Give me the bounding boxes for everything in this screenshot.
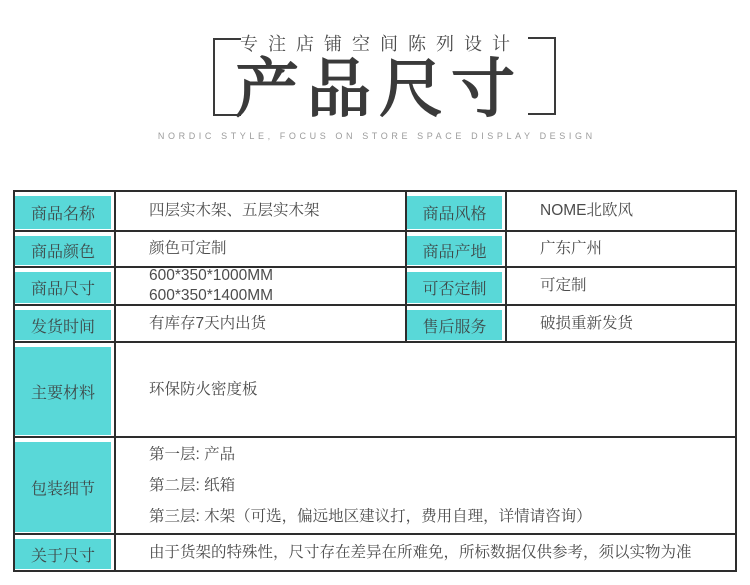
label-cell-product-origin xyxy=(405,232,505,266)
label-badge: 包装细节 xyxy=(15,442,111,532)
page-title: 产品尺寸 xyxy=(235,53,523,125)
label-cell-product-color xyxy=(15,232,114,266)
table-row-size-custom xyxy=(15,266,735,304)
value-text: 颜色可定制 xyxy=(149,240,227,257)
header-subtitle: NORDIC STYLE, FOCUS ON STORE SPACE DISPLAY DESIGN xyxy=(157,131,596,142)
value-text: 第三层: 木架（可选，偏远地区建议打，费用自理，详情请咨询） xyxy=(149,508,592,525)
label-badge: 商品名称 xyxy=(15,196,111,229)
value-cell-about-size xyxy=(114,535,735,570)
value-text: 有库存7天内出货 xyxy=(149,314,267,332)
label-cell-shipping-time xyxy=(15,306,114,341)
value-cell-product-origin xyxy=(505,232,735,266)
label-badge: 商品尺寸 xyxy=(15,272,111,303)
table-row-size-note xyxy=(15,533,735,570)
value-cell-product-style xyxy=(505,192,735,230)
label-badge: 商品颜色 xyxy=(15,236,111,265)
value-text: 600*350*1000MM xyxy=(149,267,274,284)
value-cell-after-sales xyxy=(505,306,735,341)
value-text: 环保防火密度板 xyxy=(149,380,258,398)
value-text: 第一层: 产品 xyxy=(149,446,236,463)
label-cell-product-name xyxy=(15,192,114,230)
value-cell-product-size xyxy=(114,268,405,304)
value-cell-product-color xyxy=(114,232,405,266)
label-badge: 售后服务 xyxy=(407,310,502,340)
value-cell-packaging-details xyxy=(114,438,735,533)
value-text: 广东广州 xyxy=(540,240,603,257)
label-cell-customizable xyxy=(405,268,505,304)
value-cell-shipping-time xyxy=(114,306,405,341)
label-badge: 关于尺寸 xyxy=(15,539,111,569)
value-text: 由于货架的特殊性，尺寸存在差异在所难免，所标数据仅供参考，须以实物为准 xyxy=(149,543,692,561)
table-row-packaging xyxy=(15,436,735,533)
label-badge: 发货时间 xyxy=(15,310,111,340)
label-badge: 商品风格 xyxy=(407,196,502,229)
label-badge: 可否定制 xyxy=(407,272,502,303)
label-cell-about-size xyxy=(15,535,114,570)
value-text: NOME北欧风 xyxy=(540,202,634,219)
label-cell-product-size xyxy=(15,268,114,304)
label-cell-product-style xyxy=(405,192,505,230)
label-badge: 商品产地 xyxy=(407,236,502,265)
spec-table xyxy=(13,190,737,572)
header-tagline: 专注店铺空间陈列设计 xyxy=(240,34,520,54)
label-badge: 主要材料 xyxy=(15,347,111,435)
table-row-name-style xyxy=(15,192,735,230)
right-bracket-decoration xyxy=(528,37,556,115)
label-cell-packaging-details xyxy=(15,438,114,533)
value-text: 破损重新发货 xyxy=(540,314,634,332)
label-cell-after-sales xyxy=(405,306,505,341)
left-bracket-decoration xyxy=(213,38,241,116)
value-cell-customizable xyxy=(505,268,735,304)
table-row-shipping-service xyxy=(15,304,735,341)
value-text: 可定制 xyxy=(540,277,587,294)
value-cell-main-materials xyxy=(114,343,735,436)
table-row-materials xyxy=(15,341,735,436)
header xyxy=(0,0,750,160)
value-text: 600*350*1400MM xyxy=(149,287,274,304)
value-cell-product-name xyxy=(114,192,405,230)
value-text: 四层实木架、五层实木架 xyxy=(149,202,320,219)
label-cell-main-materials xyxy=(15,343,114,436)
value-text: 第二层: 纸箱 xyxy=(149,477,236,494)
table-row-color-origin xyxy=(15,230,735,266)
